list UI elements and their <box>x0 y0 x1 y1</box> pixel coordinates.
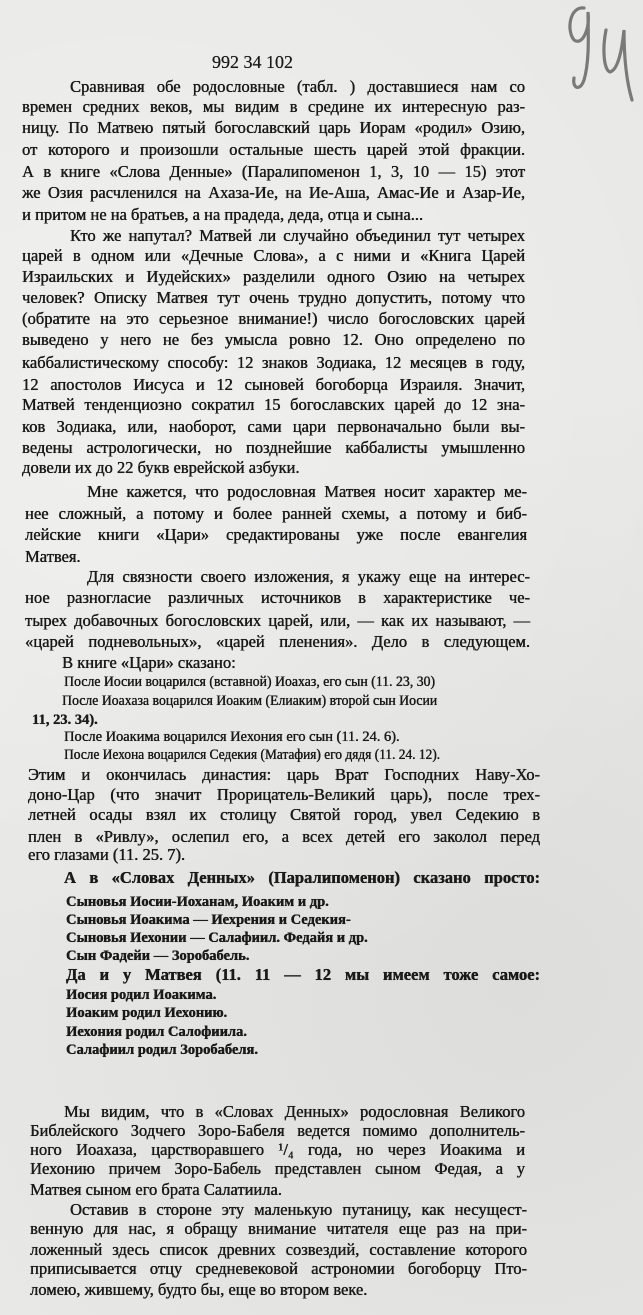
text-line: Матвея. <box>25 547 81 566</box>
text-line: времен средних веков, мы видим в средине их интересную раз- <box>22 97 525 116</box>
text-line: приписывается отцу средневековой астрономии богоборцу Пто- <box>30 1259 527 1278</box>
text-line: Сравнивая обе родословные (табл. ) доставшиеся нам со <box>70 77 525 96</box>
text-line: Библейского Зодчего Зоро-Бабеля ведется помимо дополнитель- <box>30 1121 525 1140</box>
text-line: ное разногласие различных источников в характеристике че- <box>25 588 530 607</box>
text-line: ведены астрологически, но позднейшие каббалисты умышленно <box>22 438 525 457</box>
text-line: летней осады взял их столицу Святой город, увел Седекию в <box>28 805 540 824</box>
text-line: Оставив в стороне эту маленькую путаницу, как несущест- <box>70 1200 527 1219</box>
text-line: Для связности своего изложения, я укажу еще на интерес- <box>87 567 530 586</box>
text-line: После Иоакима воцарился Иехония его сын (11. 24. 6). <box>64 729 400 745</box>
text-line: 12 апостолов Иисуса и 12 сыновей богоборца Израиля. Значит, <box>22 375 525 394</box>
text-line: довели их до 22 букв еврейской азбуки. <box>22 458 300 477</box>
text-line: Сыновья Иехонии — Салафиил. Федайя и др. <box>66 930 368 946</box>
text-line: человек? Описку Матвея тут очень трудно допустить, потому что <box>22 288 525 307</box>
text-line: от которого и произошли остальные шесть царей этой фракции. <box>22 140 525 159</box>
text-line: каббалистическому способу: 12 знаков Зодиака, 12 месяцев в году, <box>22 353 525 372</box>
text-line: Израильских и Иудейских» разделили одного Озию на четырех <box>22 267 525 286</box>
text-line: его глазами (11. 25. 7). <box>28 845 186 864</box>
text-line: ницу. По Матвею пятый богославский царь Иорам «родил» Озию, <box>22 118 525 137</box>
text-line: «царей подневольных», «царей пленения». Дело в следующем. <box>25 632 530 651</box>
text-line: выведено у него не без умысла ровно 12. Оно определено по <box>22 330 525 349</box>
text-line: нее сложный, а потому и более ранней схемы, а потому и биб- <box>25 504 527 523</box>
text-line: (обратите на это серьезное внимание!) число богословских царей <box>22 309 525 328</box>
text-line: После Иоахаза воцарился Иоаким (Елиаким) второй сын Иосии <box>62 693 438 709</box>
text-line: и притом не на братьев, а на прадеда, деда, отца и сына... <box>22 205 424 224</box>
text-line: царей в одном или «Дечные Слова», а с ними и «Книга Царей <box>22 246 525 265</box>
text-line: В книге «Цари» сказано: <box>62 653 236 672</box>
text-line: Салафиил родил Зоробабеля. <box>66 1042 258 1058</box>
text-line: Кто же напутал? Матвей ли случайно объединил тут четырех <box>70 226 525 245</box>
text-line: венную для нас, я обращу внимание читателя еще раз на при- <box>30 1219 527 1238</box>
text-line: А в книге «Слова Денные» (Паралипоменон 1, 3, 10 — 15) этот <box>22 162 525 181</box>
text-line: После Иехона воцарился Седекия (Матафия) его дядя (11. 24. 12). <box>64 747 440 763</box>
handwritten-page-number <box>562 0 642 105</box>
text-line: Матвея сыном его брата Салатиила. <box>30 1180 282 1199</box>
text-line: А в «Словах Денных» (Паралипоменон) сказано просто: <box>64 868 540 887</box>
text-line: Иехония родил Салофиила. <box>66 1024 247 1040</box>
text-line: Сыновья Иосии-Иоханам, Иоаким и др. <box>66 894 329 910</box>
text-line: доно-Цар (что значит Прорицатель-Великий царь), после трех- <box>28 785 540 804</box>
text-line: После Иосии воцарился (вставной) Иоахаз, его сын (11. 23, 30) <box>64 674 435 690</box>
text-line: ломею, жившему, будто бы, еще во втором веке. <box>30 1280 368 1299</box>
text-line: Мы видим, что в «Словах Денных» родословная Великого <box>64 1102 525 1121</box>
text-line: плен в «Ривлу», ослепил его, а всех детей его заколол перед <box>28 827 540 846</box>
text-line: Иоаким родил Иехонию. <box>66 1005 228 1021</box>
text-line: же Озия расчленился на Ахаза-Ие, на Ие-Аша, Амас-Ие и Азар-Ие, <box>22 183 525 202</box>
text-line: ложенный здесь список древних созвездий, составление которого <box>30 1240 527 1259</box>
text-line: лейские книги «Цари» средактированы уже после евангелия <box>25 525 527 544</box>
text-line: Да и у Матвея (11. 11 — 12 мы имеем тоже самое: <box>66 965 540 984</box>
text-line: 11, 23. 34). <box>32 712 98 728</box>
text-line: Матвей тенденциозно сократил 15 богославских царей до 12 зна- <box>22 395 525 414</box>
text-line: Сыновья Иоакима — Иехрения и Седекия- <box>66 912 351 928</box>
text-line: Этим и окончилась династия: царь Врат Господних Наву-Хо- <box>28 765 540 784</box>
text-line: Сын Фадейи — Зоробабель. <box>66 948 250 964</box>
text-line: Иосия родил Иоакима. <box>66 987 217 1003</box>
page-number: 992 34 102 <box>212 52 293 72</box>
text-line: Мне кажется, что родословная Матвея носит характер ме- <box>87 482 527 501</box>
text-line: Иехонию причем Зоро-Бабель представлен сыном Федая, а у <box>30 1159 525 1178</box>
text-line: ков Зодиака, или, наоборот, сами цари первоначально были вы- <box>22 417 525 436</box>
text-line: ного Иоахаза, царстворавшего ¹/₄ года, но через Иоакима и <box>30 1140 525 1159</box>
text-line: тырех добавочных богословских царей, или, — как их называют, — <box>25 611 530 630</box>
